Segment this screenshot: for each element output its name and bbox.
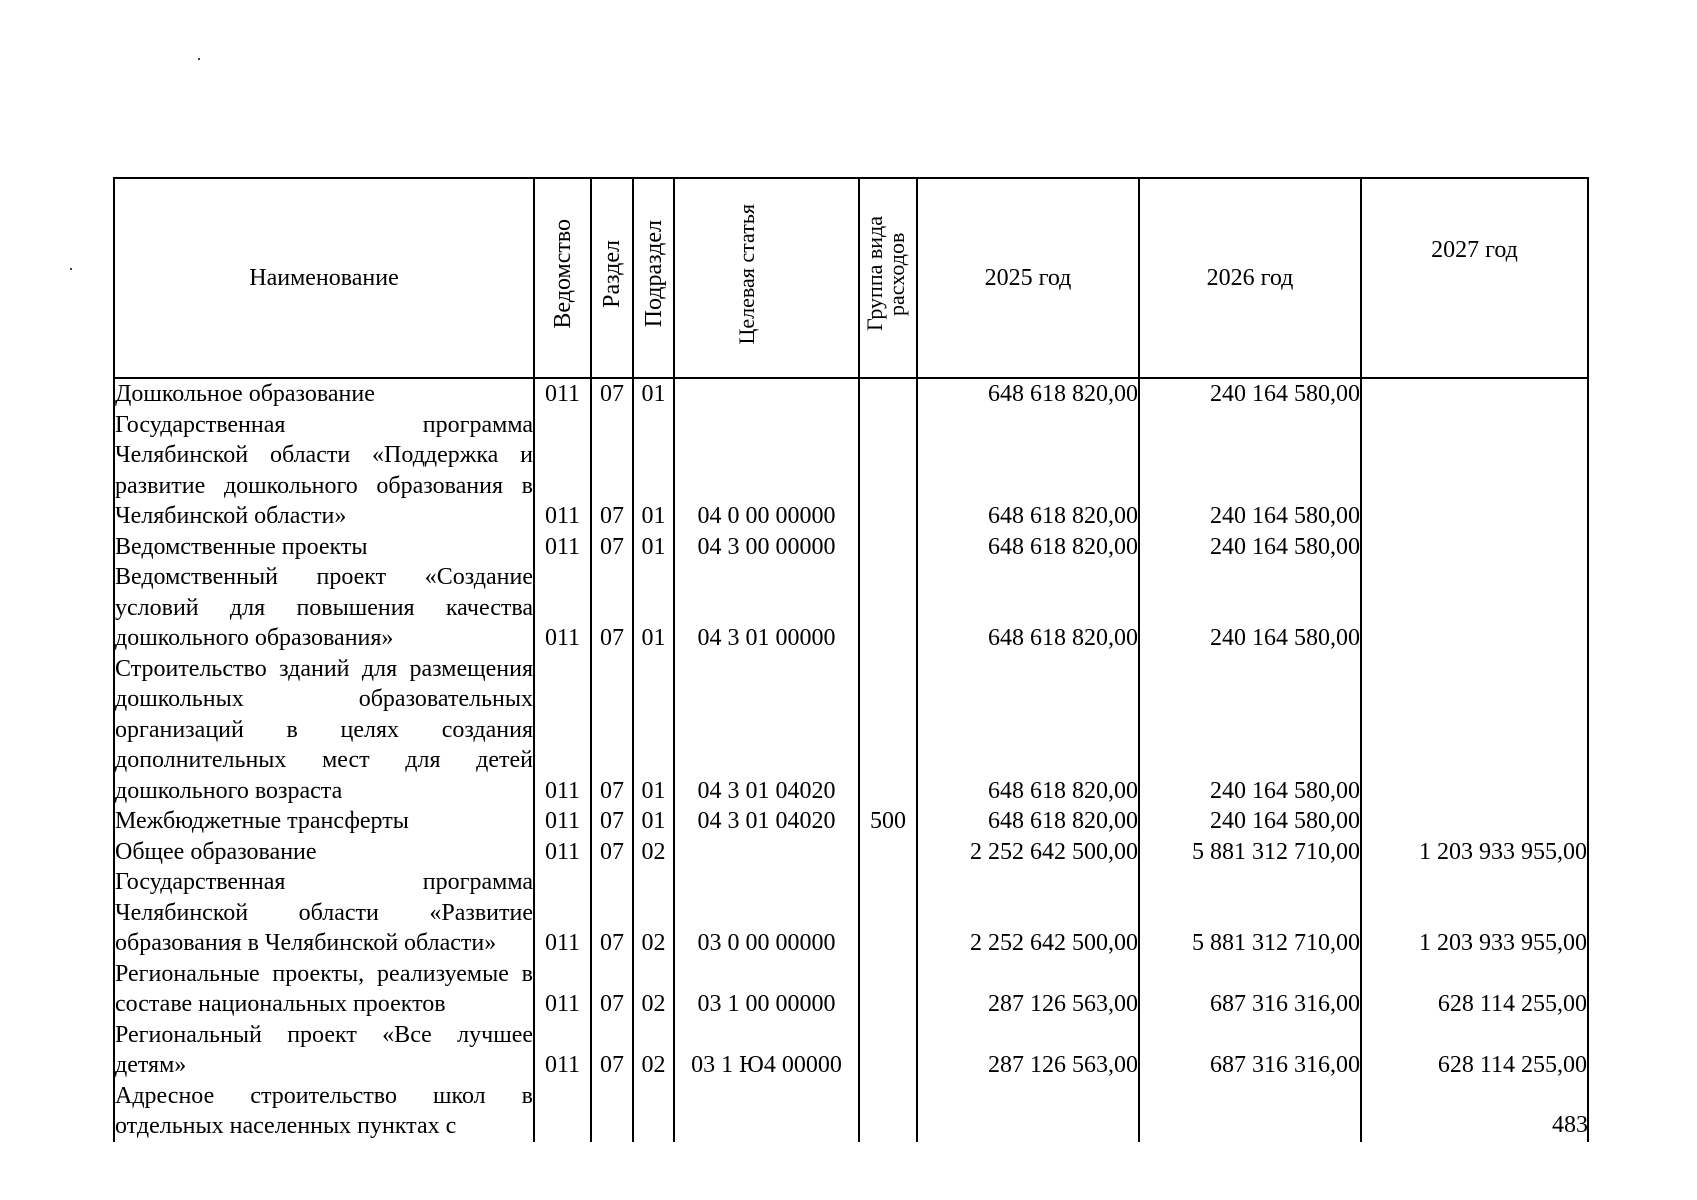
row-amount-2026: 240 164 580,00 — [1139, 378, 1361, 410]
row-target-article: 04 3 01 04020 — [674, 654, 859, 807]
row-amount-2025 — [917, 1081, 1139, 1142]
row-target-article: 03 1 00 00000 — [674, 959, 859, 1020]
row-section — [591, 1081, 633, 1142]
row-section: 07 — [591, 410, 633, 532]
table-row — [114, 410, 1588, 532]
row-amount-2026: 240 164 580,00 — [1139, 654, 1361, 807]
row-amount-2027 — [1361, 532, 1588, 563]
row-amount-2025: 648 618 820,00 — [917, 806, 1139, 837]
header-subsection-label: Подраздел — [640, 220, 667, 328]
row-expense-group — [859, 837, 917, 868]
row-subsection: 01 — [633, 410, 674, 532]
row-section: 07 — [591, 959, 633, 1020]
row-name: Межбюджетные трансферты — [114, 806, 534, 837]
header-expense-group-label: Группа вида расходов — [862, 216, 909, 332]
row-subsection: 02 — [633, 1020, 674, 1081]
row-amount-2027: 628 114 255,00 — [1361, 1020, 1588, 1081]
scan-speck — [70, 268, 72, 270]
row-department: 011 — [534, 378, 591, 410]
row-amount-2026: 240 164 580,00 — [1139, 410, 1361, 532]
row-amount-2027 — [1361, 410, 1588, 532]
row-amount-2025: 648 618 820,00 — [917, 562, 1139, 654]
row-amount-2027 — [1361, 806, 1588, 837]
row-expense-group: 500 — [859, 806, 917, 837]
table-row — [114, 1081, 1588, 1142]
row-amount-2026: 687 316 316,00 — [1139, 959, 1361, 1020]
row-amount-2027: 1 203 933 955,00 — [1361, 867, 1588, 959]
scan-speck — [198, 58, 200, 60]
row-name: Ведомственный проект «Создание условий для повышения качества дошкольного образования» — [114, 562, 534, 654]
row-name: Ведомственные проекты — [114, 532, 534, 563]
row-target-article: 04 3 01 04020 — [674, 806, 859, 837]
row-amount-2026: 687 316 316,00 — [1139, 1020, 1361, 1081]
row-name: Дошкольное образование — [114, 378, 534, 410]
row-target-article: 03 0 00 00000 — [674, 867, 859, 959]
table-header-row — [114, 178, 1588, 378]
row-section: 07 — [591, 654, 633, 807]
row-department — [534, 1081, 591, 1142]
table-row — [114, 654, 1588, 807]
row-amount-2026 — [1139, 1081, 1361, 1142]
row-subsection: 02 — [633, 959, 674, 1020]
row-subsection — [633, 1081, 674, 1142]
row-amount-2026: 240 164 580,00 — [1139, 562, 1361, 654]
header-subsection — [633, 178, 674, 378]
row-subsection: 02 — [633, 837, 674, 868]
row-target-article — [674, 1081, 859, 1142]
row-amount-2027: 1 203 933 955,00 — [1361, 837, 1588, 868]
row-amount-2027 — [1361, 562, 1588, 654]
row-section: 07 — [591, 532, 633, 563]
row-department: 011 — [534, 959, 591, 1020]
row-name: Региональные проекты, реализуемые в составе национальных проектов — [114, 959, 534, 1020]
row-subsection: 01 — [633, 654, 674, 807]
table-row — [114, 867, 1588, 959]
row-expense-group — [859, 532, 917, 563]
budget-table — [113, 177, 1589, 1142]
row-name: Государственная программа Челябинской области «Поддержка и развитие дошкольного образования в Челябинской области» — [114, 410, 534, 532]
row-department: 011 — [534, 1020, 591, 1081]
header-year-2027: 2027 год — [1361, 178, 1588, 378]
row-expense-group — [859, 867, 917, 959]
table-body — [114, 378, 1588, 1142]
row-name: Строительство зданий для размещения дошкольных образовательных организаций в целях создания дополнительных мест для детей дошкольного возраста — [114, 654, 534, 807]
row-department: 011 — [534, 410, 591, 532]
row-target-article: 04 3 00 00000 — [674, 532, 859, 563]
row-amount-2027 — [1361, 378, 1588, 410]
row-amount-2026: 5 881 312 710,00 — [1139, 867, 1361, 959]
header-target-article-label: Целевая статья — [733, 203, 759, 344]
header-name: Наименование — [114, 178, 534, 378]
row-department: 011 — [534, 837, 591, 868]
row-subsection: 01 — [633, 562, 674, 654]
row-target-article: 04 3 01 00000 — [674, 562, 859, 654]
row-expense-group — [859, 378, 917, 410]
row-subsection: 02 — [633, 867, 674, 959]
row-expense-group — [859, 959, 917, 1020]
header-section — [591, 178, 633, 378]
table-row — [114, 837, 1588, 868]
header-year-2026: 2026 год — [1139, 178, 1361, 378]
row-amount-2026: 240 164 580,00 — [1139, 532, 1361, 563]
row-expense-group — [859, 1081, 917, 1142]
row-target-article — [674, 837, 859, 868]
header-department-label: Ведомство — [549, 218, 576, 329]
row-amount-2027: 628 114 255,00 — [1361, 959, 1588, 1020]
row-section: 07 — [591, 378, 633, 410]
row-department: 011 — [534, 532, 591, 563]
row-department: 011 — [534, 562, 591, 654]
page-number: 483 — [1552, 1112, 1588, 1138]
row-department: 011 — [534, 867, 591, 959]
header-year-2025: 2025 год — [917, 178, 1139, 378]
header-target-article — [674, 178, 859, 378]
row-department: 011 — [534, 806, 591, 837]
row-target-article: 04 0 00 00000 — [674, 410, 859, 532]
table-row — [114, 562, 1588, 654]
row-name: Адресное строительство школ в отдельных населенных пунктах с — [114, 1081, 534, 1142]
row-name: Государственная программа Челябинской области «Развитие образования в Челябинской области» — [114, 867, 534, 959]
row-expense-group — [859, 1020, 917, 1081]
row-section: 07 — [591, 562, 633, 654]
header-department — [534, 178, 591, 378]
row-section: 07 — [591, 867, 633, 959]
row-amount-2025: 648 618 820,00 — [917, 410, 1139, 532]
row-amount-2025: 2 252 642 500,00 — [917, 837, 1139, 868]
row-amount-2025: 287 126 563,00 — [917, 959, 1139, 1020]
row-section: 07 — [591, 806, 633, 837]
row-expense-group — [859, 654, 917, 807]
row-section: 07 — [591, 837, 633, 868]
row-amount-2027 — [1361, 654, 1588, 807]
row-target-article: 03 1 Ю4 00000 — [674, 1020, 859, 1081]
row-name: Общее образование — [114, 837, 534, 868]
table-row — [114, 1020, 1588, 1081]
table-row — [114, 959, 1588, 1020]
header-section-label: Раздел — [599, 239, 625, 308]
row-expense-group — [859, 410, 917, 532]
table-row — [114, 378, 1588, 410]
row-name: Региональный проект «Все лучшее детям» — [114, 1020, 534, 1081]
table-row — [114, 532, 1588, 563]
table-row — [114, 806, 1588, 837]
row-subsection: 01 — [633, 806, 674, 837]
row-amount-2025: 648 618 820,00 — [917, 654, 1139, 807]
row-amount-2025: 2 252 642 500,00 — [917, 867, 1139, 959]
row-amount-2025: 648 618 820,00 — [917, 532, 1139, 563]
header-expense-group — [859, 178, 917, 378]
row-amount-2026: 5 881 312 710,00 — [1139, 837, 1361, 868]
row-section: 07 — [591, 1020, 633, 1081]
row-expense-group — [859, 562, 917, 654]
row-amount-2026: 240 164 580,00 — [1139, 806, 1361, 837]
row-subsection: 01 — [633, 378, 674, 410]
row-subsection: 01 — [633, 532, 674, 563]
row-amount-2025: 287 126 563,00 — [917, 1020, 1139, 1081]
row-target-article — [674, 378, 859, 410]
row-department: 011 — [534, 654, 591, 807]
row-amount-2025: 648 618 820,00 — [917, 378, 1139, 410]
